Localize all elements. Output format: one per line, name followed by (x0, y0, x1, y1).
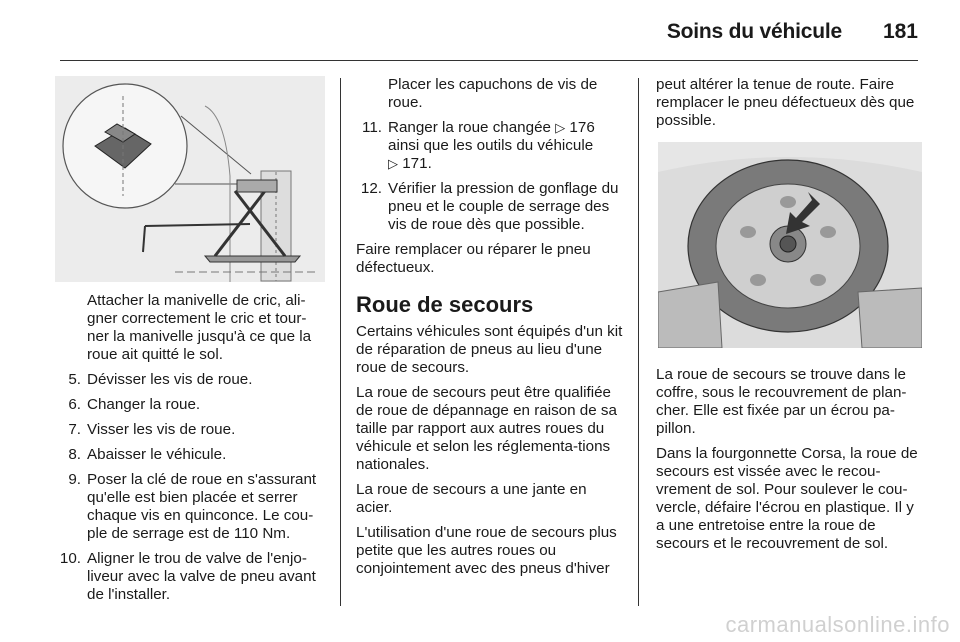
step-text: ainsi que les outils du véhicule (388, 137, 594, 154)
section-heading: Roue de secours (356, 292, 534, 317)
step-number: 10. (59, 550, 81, 567)
step-number: 9. (68, 471, 81, 488)
step-text: Aligner le trou de valve de l'enjo-liveur avec la valve de pneu avant de l'installer. (87, 550, 316, 603)
column-divider-2 (638, 78, 639, 606)
step-number: 7. (68, 421, 81, 438)
jack-illustration (55, 76, 325, 282)
watermark: carmanualsonline.info (725, 612, 950, 637)
paragraph: L'utilisation d'une roue de secours plus petite que les autres roues ou conjointement avec des pneus d'hiver (356, 524, 617, 577)
step-text: Abaisser le véhicule. (87, 446, 227, 463)
column-3 (656, 76, 926, 560)
page-title: Soins du véhicule (666, 20, 842, 43)
step-item (55, 446, 327, 464)
step-item (55, 396, 327, 414)
paragraph: La roue de secours se trouve dans le coffre, sous le recouvrement de plan-cher. Elle est fixée par un écrou pa-pillon. (656, 366, 907, 437)
step-number: 11. (362, 119, 382, 136)
triangle-right-outline-icon: ▷ (388, 156, 398, 171)
step-text: Visser les vis de roue. (87, 421, 236, 438)
step-text: Changer la roue. (87, 396, 201, 413)
step-text: Vérifier la pression de gonflage du pneu et le couple de serrage des vis de roue dès que possible. (388, 180, 619, 233)
page-number: 181 (882, 20, 918, 43)
paragraph: Certains véhicules sont équipés d'un kit de réparation de pneus au lieu d'une roue de secours. (356, 323, 623, 376)
paragraph: Dans la fourgonnette Corsa, la roue de secours est vissée avec le recou-vrement de sol. Pour soulever le cou-vercle, défaire l'écrou en plastique. Il y a une entretoise entre la roue de secours et le recouvrement de sol. (656, 445, 918, 552)
column-2 (356, 76, 626, 585)
step-item (55, 421, 327, 439)
step-number: 5. (68, 371, 81, 388)
paragraph: La roue de secours peut être qualifiée de roue de dépannage en raison de sa taille par rapport aux autres roues du véhicule et selon les réglementa-tions nationales. (356, 384, 617, 473)
triangle-right-outline-icon: ▷ (555, 120, 566, 135)
column-divider-1 (340, 78, 341, 606)
step-text: Ranger la roue changée (388, 119, 556, 136)
step-text: Dévisser les vis de roue. (87, 371, 253, 388)
column-1 (55, 76, 327, 611)
step-item (356, 119, 626, 173)
paragraph: peut altérer la tenue de route. Faire remplacer le pneu défectueux dès que possible. (656, 76, 915, 129)
step-4-continuation: Attacher la manivelle de cric, ali-gner correctement le cric et tour-ner la manivelle jusqu'à ce que la roue ait quitté le sol. (87, 292, 312, 363)
step-10-continuation: Placer les capuchons de vis de roue. (388, 76, 598, 111)
step-item (55, 550, 327, 604)
spare-wheel-illustration (658, 142, 922, 348)
paragraph: La roue de secours a une jante en acier. (356, 481, 587, 516)
step-item (55, 471, 327, 543)
page-reference[interactable]: 176 (569, 119, 595, 136)
step-number: 6. (68, 396, 81, 413)
step-item (356, 180, 626, 234)
header-divider (60, 60, 918, 61)
page-header (0, 0, 960, 62)
paragraph: Faire remplacer ou réparer le pneu défectueux. (356, 241, 591, 276)
step-number: 8. (68, 446, 81, 463)
step-text: Poser la clé de roue en s'assurant qu'elle est bien placée et serrer chaque vis en quinconce. Le cou-ple de serrage est de 110 Nm. (87, 471, 317, 542)
page-reference[interactable]: 171. (402, 155, 432, 172)
step-number: 12. (360, 180, 382, 197)
step-item (55, 371, 327, 389)
